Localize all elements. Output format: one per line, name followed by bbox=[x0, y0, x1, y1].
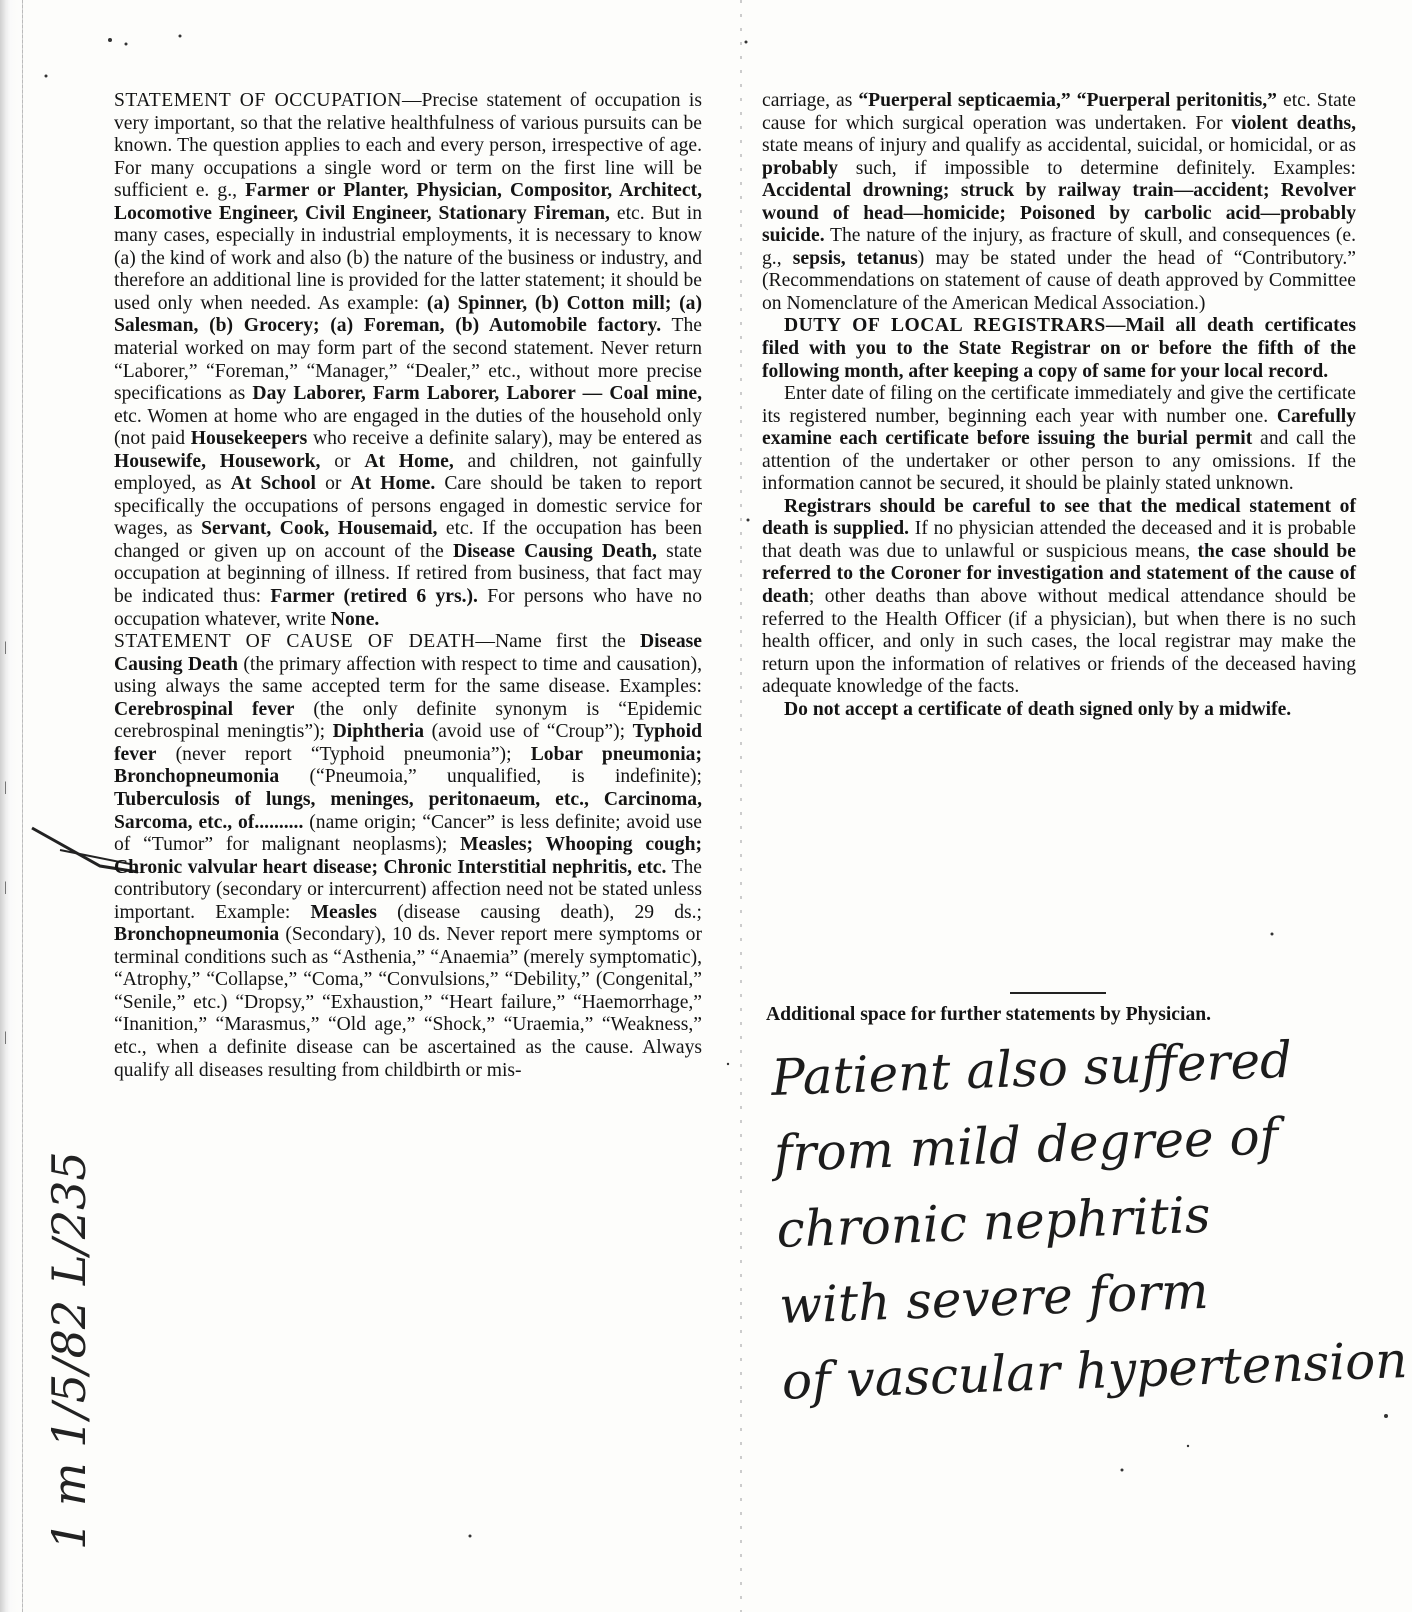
occupation-example: At Home, bbox=[364, 450, 454, 472]
cause-example: violent deaths, bbox=[1231, 112, 1356, 134]
occupation-example: None. bbox=[330, 608, 380, 630]
cause-text: state means of injury and qualify as accidental, suicidal, or homicidal, or as bbox=[762, 135, 1356, 157]
occupation-example: Housewife, Housework, bbox=[114, 450, 321, 472]
occupation-text: —Precise statement of occupation is very important, so that the relative healthfulness of various pursuits can be known. The question applies to each and every person, irrespective of age. For many occupations a single word or term on the first line will be sufficient e. g., bbox=[114, 90, 702, 202]
occupation-example: Servant, Cook, Housemaid, bbox=[201, 518, 438, 540]
cause-text: The nature of the injury, as fracture of skull, and consequences (e. g., bbox=[762, 225, 1356, 269]
duty-emphasis: Registrars should be careful to see that the medical statement of death is supplied. bbox=[762, 495, 1356, 540]
cause-example: Bronchopneumonia bbox=[114, 924, 280, 946]
occupation-text: state occupation at beginning of illness. If retired from business, that fact may be indicated thus: bbox=[114, 540, 702, 608]
duty-text: ; other deaths than above without medical attendance should be referred to the Health Officer (if a physician), but when there is no such health officer, and only in such cases, the local registrar may make the return upon the information of relatives or friends of the deceased having adequate knowledge of the facts. bbox=[762, 586, 1356, 698]
occupation-example: Disease Causing Death, bbox=[452, 540, 657, 562]
occupation-text: or bbox=[320, 450, 365, 472]
duty-emphasis: the case should be referred to the Coroner for investigation and statement of the cause of death bbox=[762, 540, 1356, 608]
medical-statement-paragraph bbox=[762, 496, 1356, 699]
handwritten-line: from mild degree of bbox=[772, 1107, 1279, 1183]
handwritten-line: with severe form bbox=[778, 1261, 1210, 1335]
occupation-paragraph bbox=[114, 90, 702, 631]
handwritten-line: chronic nephritis bbox=[775, 1185, 1212, 1259]
duty-emphasis: Do not accept a certificate of death signed only by a midwife. bbox=[784, 698, 1292, 720]
cause-example: probably bbox=[762, 157, 838, 179]
cause-text: (avoid use of “Croup”); bbox=[424, 721, 633, 743]
cause-of-death-heading: STATEMENT OF CAUSE OF DEATH bbox=[114, 631, 476, 653]
occupation-text: etc. Women at home who are engaged in the duties of the household only (not paid bbox=[114, 405, 702, 450]
cause-example: Lobar pneumonia; Bronchopneumonia bbox=[114, 743, 702, 788]
cause-text: (“Pneumoia,” unqualified, is indefinite); bbox=[279, 766, 702, 788]
cause-example: sepsis, tetanus bbox=[792, 247, 918, 269]
duty-emphasis: Carefully examine each certificate before issuing the burial permit bbox=[762, 405, 1356, 450]
filing-paragraph bbox=[762, 383, 1356, 496]
cause-text: (disease causing death), 29 ds.; bbox=[376, 901, 702, 923]
occupation-example: (a) Spinner, (b) Cotton mill; (a) Salesman, (b) Grocery; (a) Foreman, (b) Automobile factory. bbox=[114, 292, 702, 337]
duty-paragraph bbox=[762, 315, 1356, 383]
cause-text: etc. State cause for which surgical operation was undertaken. For bbox=[762, 90, 1356, 134]
occupation-text: For persons who have no occupation whatever, write bbox=[114, 586, 702, 630]
column-gutter bbox=[740, 0, 742, 1612]
handwritten-line: Patient also suffered bbox=[770, 1030, 1293, 1107]
cause-example: Accidental drowning; struck by railway train—accident; Revolver wound of head—homicide; Poisoned by carbolic acid—probably suicide. bbox=[762, 180, 1356, 247]
cause-example: Tuberculosis of lungs, meninges, peritonaeum, etc., Carcinoma, Sarcoma, etc., of.......... bbox=[114, 788, 702, 833]
occupation-example: Farmer (retired 6 yrs.). bbox=[270, 586, 478, 608]
duty-text: and call the attention of the undertaker or other person to any omissions. If the information cannot be secured, it should be plainly stated unknown. bbox=[762, 428, 1356, 495]
cause-text: —Name first the bbox=[475, 631, 640, 653]
cause-text: (name origin; “Cancer” is less definite; avoid use of “Tumor” for malignant neoplasms); bbox=[114, 811, 702, 856]
additional-space-label: Additional space for further statements by Physician. bbox=[766, 1004, 1212, 1025]
margin-handwritten-note: 1 m 1/5/82 L/235 bbox=[42, 1151, 96, 1550]
cause-of-death-paragraph bbox=[114, 631, 702, 1082]
occupation-example: At School bbox=[230, 473, 316, 495]
occupation-text: Care should be taken to report specifically the occupations of persons engaged in domestic service for wages, as bbox=[114, 473, 703, 540]
occupation-text: who receive a definite salary), may be entered as bbox=[307, 428, 702, 450]
cause-text: (the only definite synonym is “Epidemic cerebrospinal meningtis”); bbox=[114, 698, 702, 743]
cause-text: such, if impossible to determine definitely. Examples: bbox=[837, 157, 1356, 179]
cause-text: ) may be stated under the head of “Contributory.” (Recommendations on statement of cause of death approved by Committee on Nomenclature of the American Medical Association.) bbox=[762, 247, 1356, 314]
section-divider bbox=[1010, 992, 1106, 994]
midwife-paragraph bbox=[762, 699, 1356, 722]
cause-text: carriage, as bbox=[762, 90, 859, 111]
occupation-example: At Home. bbox=[350, 473, 436, 495]
edge-tick-mark: | bbox=[4, 640, 7, 655]
handwritten-line: of vascular hypertension bbox=[780, 1330, 1409, 1411]
edge-tick-mark: | bbox=[4, 880, 7, 895]
duty-text: —Mail all death certificates filed with you to the State Registrar on or before the fifth of the following month, after keeping a copy of same for your local record. bbox=[762, 315, 1356, 382]
cause-continued-paragraph bbox=[762, 90, 1356, 315]
cause-example: Diphtheria bbox=[332, 721, 425, 743]
occupation-example: Day Laborer, Farm Laborer, Laborer — Coal mine, bbox=[252, 383, 702, 405]
edge-tick-mark: | bbox=[4, 1030, 7, 1045]
occupation-text: The material worked on may form part of the second statement. Never return “Laborer,” “Foreman,” “Manager,” “Dealer,” etc., without more precise specifications as bbox=[114, 315, 702, 405]
cause-example: Measles bbox=[310, 901, 377, 923]
occupation-text: etc. But in many cases, especially in industrial employments, it is necessary to know (a) the kind of work and also (b) the nature of the business or industry, and therefore an additional line is provided for the latter statement; it should be used only when needed. As example: bbox=[114, 202, 702, 314]
cause-text: (never report “Typhoid pneumonia”); bbox=[156, 743, 531, 765]
cause-text: (the primary affection with respect to time and causation), using always the same accepted term for the same disease. Examples: bbox=[114, 653, 702, 698]
cause-text: The contributory (secondary or intercurrent) affection need not be stated unless important. Example: bbox=[114, 856, 702, 923]
scan-edge bbox=[0, 0, 23, 1612]
duty-text: If no physician attended the deceased and it is probable that death was due to unlawful or suspicious means, bbox=[762, 518, 1356, 562]
occupation-example: Farmer or Planter, Physician, Compositor, Architect, Locomotive Engineer, Civil Engineer, Stationary Fireman, bbox=[114, 180, 703, 224]
edge-tick-mark: | bbox=[4, 780, 7, 795]
handwritten-note bbox=[770, 1018, 1412, 1410]
cause-example: Cerebrospinal fever bbox=[114, 698, 295, 720]
cause-example: Typhoid fever bbox=[114, 721, 702, 765]
occupation-text: and children, not gainfully employed, as bbox=[114, 450, 702, 495]
cause-text: (Secondary), 10 ds. Never report mere symptoms or terminal conditions such as “Asthenia,” “Anaemia” (merely symptomatic), “Atrophy,” “Collapse,” “Coma,” “Convulsions,” “Debility,” (Congenital,” “Senile,” etc.) “Dropsy,” “Exhaustion,” “Heart failure,” “Haemorrhage,” “Inanition,” “Marasmus,” “Old age,” “Shock,” “Uraemia,” “Weakness,” etc., when a definite disease can be ascertained as the cause. Always qualify all diseases resulting from childbirth or mis- bbox=[114, 924, 702, 1081]
cause-example: Disease Causing Death bbox=[114, 631, 702, 675]
occupation-heading: STATEMENT OF OCCUPATION bbox=[114, 90, 402, 111]
cause-example: Measles; Whooping cough; Chronic valvular heart disease; Chronic Interstitial nephritis, etc. bbox=[114, 834, 702, 878]
occupation-example: Housekeepers bbox=[190, 428, 308, 450]
occupation-text: or bbox=[316, 473, 351, 495]
duty-heading: DUTY OF LOCAL REGISTRARS bbox=[784, 315, 1106, 337]
duty-text: Enter date of filing on the certificate immediately and give the certificate its registered number, beginning each year with number one. bbox=[762, 383, 1356, 427]
right-column bbox=[762, 90, 1356, 721]
occupation-text: etc. If the occupation has been changed or given up on account of the bbox=[114, 518, 703, 562]
cause-example: “Puerperal septicaemia,” “Puerperal peritonitis,” bbox=[858, 90, 1277, 111]
left-column bbox=[114, 90, 702, 1082]
